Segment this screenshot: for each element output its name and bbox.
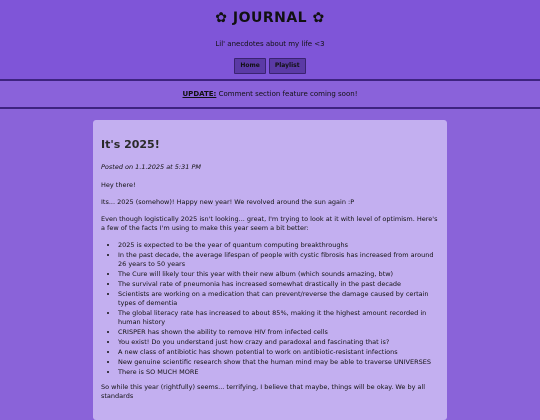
announcement-divider [0, 107, 540, 109]
nav-home-button[interactable]: Home [234, 58, 265, 74]
nav-playlist-button[interactable]: Playlist [269, 58, 306, 74]
post-greeting: Hey there! [101, 181, 136, 189]
facts-list [101, 241, 439, 377]
post-intro: Its... 2025 (somehow)! Happy new year! We revolved around the sun again :P [101, 198, 355, 206]
list-item: • 2025 is expected to be the year of quantum computing breakthroughs [118, 241, 439, 250]
list-item: • Scientists are working on a medication that can prevent/reverse the damage caused by certain types of dementia [118, 290, 439, 308]
post-title: It's 2025! [101, 138, 160, 151]
list-item: • CRISPER has shown the ability to remove HIV from infected cells [118, 328, 439, 337]
blog-post [93, 120, 447, 420]
list-item: • The Cure will likely tour this year with their new album (which sounds amazing, btw) [118, 270, 439, 279]
site-title: ✿ JOURNAL ✿ [215, 10, 325, 26]
list-item: • A new class of antibiotic has shown potential to work on antibiotic-resistant infections [118, 348, 439, 357]
announcement-label: UPDATE: [182, 90, 217, 98]
announcement-bar [0, 81, 540, 107]
list-item: • The global literacy rate has increased to about 85%, making it the highest amount recorded in human history [118, 309, 439, 327]
main-nav [0, 58, 540, 74]
list-item: • The survival rate of pneumonia has increased somewhat drastically in the past decade [118, 280, 439, 289]
list-item: • There is SO MUCH MORE [118, 368, 439, 377]
announcement-text: Comment section feature coming soon! [216, 90, 358, 98]
site-tagline: Lil' anecdotes about my life <3 [215, 40, 325, 48]
post-lead: Even though logistically 2025 isn't looking... great, I'm trying to look at it with level of optimism. Here's a few of the facts I'm using to make this year seem a bit better: [101, 215, 438, 232]
list-item: • You exist! Do you understand just how crazy and paradoxal and fascinating that is? [118, 338, 439, 347]
list-item: • New genuine scientific research show that the human mind may be able to traverse UNIVERSES [118, 358, 439, 367]
post-date: Posted on 1.1.2025 at 5:31 PM [101, 163, 201, 171]
site-header [0, 0, 540, 79]
list-item: • In the past decade, the average lifespan of people with cystic fibrosis has increased from around 26 years to 50 years [118, 251, 439, 269]
post-continuation: So while this year (rightfully) seems... terrifying, I believe that maybe, things will be okay. We by all standards [101, 383, 426, 400]
